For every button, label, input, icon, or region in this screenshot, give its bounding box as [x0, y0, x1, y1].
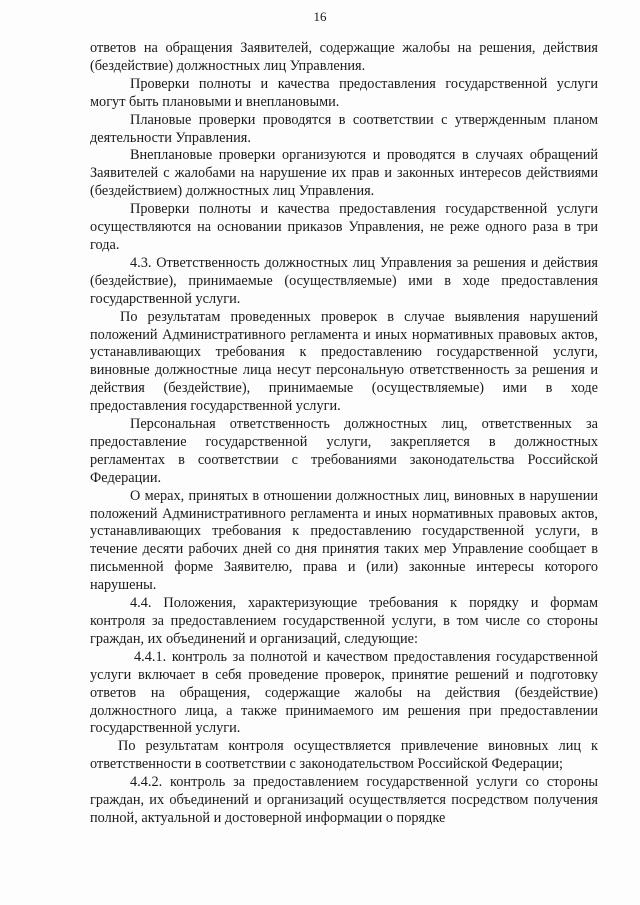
paragraph-measures-notification: О мерах, принятых в отношении должностных лиц, виновных в нарушении положений Административного регламента и иных нормативных правовых актов, устанавливающих требования к предоставлению государственной услуги, в течение десяти рабочих дней со дня принятия таких мер Управление сообщает в письменной форме Заявителю, права и (или) законные интересы которого нарушены. — [90, 487, 598, 594]
item-4-4-1: 4.4.1. контроль за полнотой и качеством предоставления государственной услуги включает в себя проведение проверок, принятие решений и подготовку ответов на обращения, содержащие жалобы на действия (бездействие) должностного лица, а также принимаемого им решения при предоставлении государственной услуги. — [90, 648, 598, 737]
paragraph-unplanned-inspections: Внеплановые проверки организуются и проводятся в случаях обращений Заявителей с жалобами на нарушение их прав и законных интересов действиями (бездействием) должностных лиц Управления. — [90, 147, 598, 200]
section-heading-4-3: 4.3. Ответственность должностных лиц Управления за решения и действия (бездействие), принимаемые (осуществляемые) ими в ходе предоставления государственной услуги. — [90, 254, 598, 307]
item-4-4-2: 4.4.2. контроль за предоставлением государственной услуги со стороны граждан, их объединений и организаций осуществляется посредством получения полной, актуальной и достоверной информации о порядке — [90, 774, 598, 826]
paragraph-planned-inspections: Плановые проверки проводятся в соответствии с утвержденным планом деятельности Управления. — [90, 111, 598, 146]
paragraph-control-results: По результатам контроля осуществляется привлечение виновных лиц к ответственности в соответствии с законодательством Российской Федерации; — [90, 738, 598, 773]
paragraph-inspection-basis: Проверки полноты и качества предоставления государственной услуги осуществляются на основании приказов Управления, не реже одного раза в три года. — [90, 201, 598, 253]
paragraph-liability-regulations: Персональная ответственность должностных лиц, ответственных за предоставление государственной услуги, закрепляется в должностных регламентах в соответствии с требованиями законодательства Российской Федерации. — [90, 416, 598, 486]
document-body — [90, 40, 598, 828]
paragraph-inspections-types: Проверки полноты и качества предоставления государственной услуги могут быть плановыми и внеплановыми. — [90, 75, 598, 110]
paragraph-continuation: ответов на обращения Заявителей, содержащие жалобы на решения, действия (бездействие) должностных лиц Управления. — [90, 40, 598, 74]
page-number: 16 — [313, 9, 327, 24]
paragraph-personal-liability: По результатам проведенных проверок в случае выявления нарушений положений Административного регламента и иных нормативных правовых актов, устанавливающих требования к предоставлению государственной услуги, виновные должностные лица несут персональную ответственность за решения и действия (бездействие), принимаемые (осуществляемые) ими в ходе предоставления государственной услуги. — [90, 308, 598, 415]
section-heading-4-4: 4.4. Положения, характеризующие требования к порядку и формам контроля за предоставлением государственной услуги, в том числе со стороны граждан, их объединений и организаций, следующие: — [90, 595, 598, 647]
